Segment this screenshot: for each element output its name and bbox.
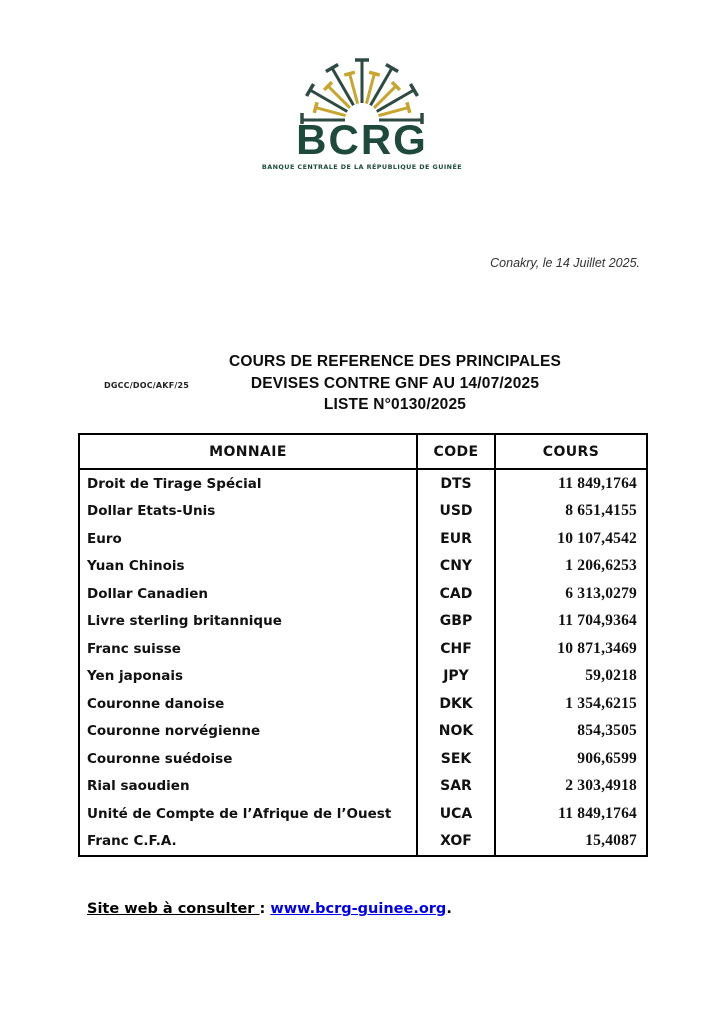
table-row	[80, 663, 646, 691]
table-row	[80, 800, 646, 828]
currency-code: DTS	[418, 470, 496, 498]
currency-rate: 11 849,1764	[558, 804, 637, 822]
table-row	[80, 580, 646, 608]
title-line-3: LISTE N°0130/2025	[323, 396, 467, 413]
header-cours: COURS	[542, 443, 600, 460]
currency-name: Couronne norvégienne	[80, 718, 418, 746]
currency-rate: 1 206,6253	[565, 557, 637, 575]
currency-name: Couronne suédoise	[80, 745, 418, 773]
document-title	[170, 351, 620, 416]
currency-code: XOF	[418, 828, 496, 856]
currency-code: SAR	[418, 773, 496, 801]
currency-rate: 906,6599	[577, 749, 637, 767]
currency-rate: 15,4087	[585, 832, 637, 850]
currency-name: Yuan Chinois	[80, 553, 418, 581]
logo-caption: BANQUE CENTRALE DE LA RÉPUBLIQUE DE GUINÉE	[261, 163, 463, 171]
title-line-2: DEVISES CONTRE GNF AU 14/07/2025	[250, 374, 540, 392]
table-row	[80, 525, 646, 553]
currency-name: Dollar Canadien	[80, 580, 418, 608]
table-row	[80, 608, 646, 636]
rates-table	[78, 433, 648, 857]
table-row	[80, 718, 646, 746]
currency-rate: 6 313,0279	[565, 584, 637, 602]
table-row	[80, 553, 646, 581]
currency-name: Euro	[80, 525, 418, 553]
currency-rate: 2 303,4918	[565, 777, 637, 795]
currency-rate: 11 849,1764	[558, 474, 637, 492]
currency-code: GBP	[418, 608, 496, 636]
currency-code: DKK	[418, 690, 496, 718]
currency-name: Droit de Tirage Spécial	[80, 470, 418, 498]
header-code: CODE	[418, 435, 496, 468]
currency-code: CNY	[418, 553, 496, 581]
currency-code: CAD	[418, 580, 496, 608]
dateline: Conakry, le 14 Juillet 2025.	[490, 256, 640, 270]
table-row	[80, 635, 646, 663]
currency-rate: 1 354,6215	[565, 694, 637, 712]
currency-name: Couronne danoise	[80, 690, 418, 718]
table-row	[80, 690, 646, 718]
table-row	[80, 828, 646, 856]
currency-name: Yen japonais	[80, 663, 418, 691]
bcrg-logo	[252, 44, 472, 171]
currency-rate: 8 651,4155	[565, 502, 637, 520]
currency-name: Unité de Compte de l’Afrique de l’Ouest	[80, 800, 418, 828]
table-row	[80, 773, 646, 801]
currency-code: CHF	[418, 635, 496, 663]
site-suffix: .	[446, 901, 452, 917]
currency-code: NOK	[418, 718, 496, 746]
website-link[interactable]: www.bcrg-guinee.org	[270, 901, 447, 917]
footer-website-line	[87, 901, 452, 917]
currency-name: Franc C.F.A.	[80, 828, 418, 856]
title-line-1: COURS DE REFERENCE DES PRINCIPALES	[228, 353, 562, 370]
currency-rate: 10 871,3469	[557, 639, 637, 657]
header-monnaie: MONNAIE	[80, 435, 418, 468]
currency-name: Livre sterling britannique	[80, 608, 418, 636]
currency-name: Dollar Etats-Unis	[80, 498, 418, 526]
currency-name: Franc suisse	[80, 635, 418, 663]
currency-rate: 59,0218	[585, 667, 637, 685]
currency-rate: 854,3505	[577, 722, 637, 740]
currency-code: EUR	[418, 525, 496, 553]
currency-rate: 10 107,4542	[557, 529, 637, 547]
currency-name: Rial saoudien	[80, 773, 418, 801]
table-row	[80, 470, 646, 498]
currency-code: JPY	[418, 663, 496, 691]
table-row	[80, 745, 646, 773]
rates-table-body	[80, 470, 646, 855]
table-header-row	[80, 435, 646, 470]
document-reference: DGCC/DOC/AKF/25	[104, 381, 190, 390]
currency-rate: 11 704,9364	[558, 612, 637, 630]
table-row	[80, 498, 646, 526]
logo-wordmark: BCRG	[296, 116, 428, 163]
site-separator: :	[259, 901, 271, 917]
currency-code: USD	[418, 498, 496, 526]
sunburst-rays-icon	[282, 44, 442, 124]
currency-code: SEK	[418, 745, 496, 773]
site-label: Site web à consulter	[87, 901, 260, 917]
currency-code: UCA	[418, 800, 496, 828]
